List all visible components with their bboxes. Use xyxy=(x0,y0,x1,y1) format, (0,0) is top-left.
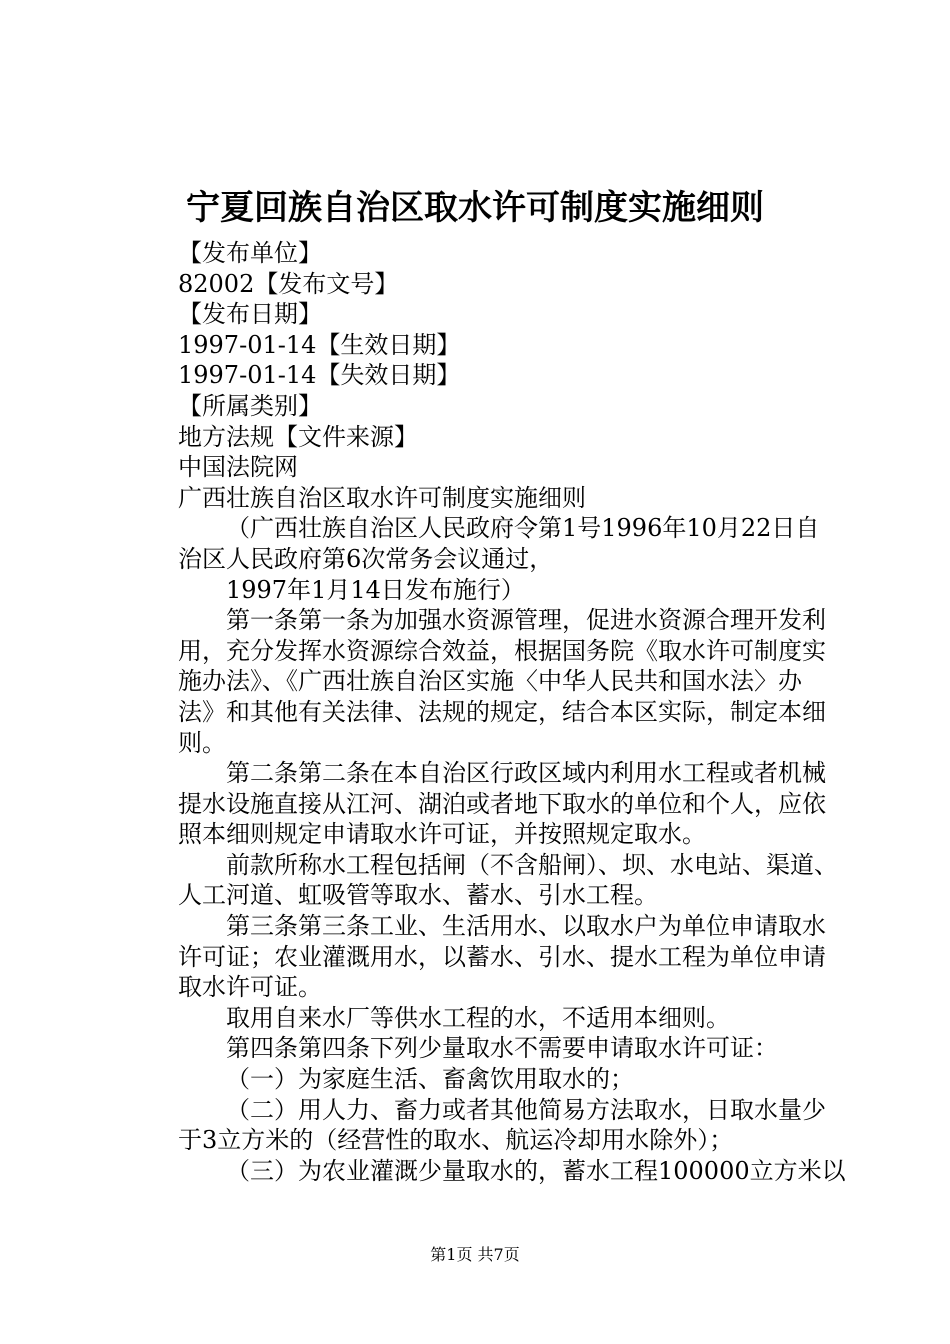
meta-line-publisher: 【发布单位】 xyxy=(178,239,322,267)
paragraph-article-1 xyxy=(130,605,830,758)
meta-line-doc-number: 82002【发布文号】 xyxy=(178,269,399,298)
page-footer: 第1页 共7页 xyxy=(430,1245,520,1264)
paragraph-issue-date xyxy=(130,575,830,606)
text-line: 前款所称水工程包括闸（不含船闸）、坝、水电站、渠道、 xyxy=(226,850,838,879)
text-line: 第二条第二条在本自治区行政区域内利用水工程或者机械 xyxy=(226,759,826,788)
paragraph-decree-info xyxy=(130,513,830,574)
document-body xyxy=(130,238,846,1186)
text-line: 1997年1月14日发布施行） xyxy=(226,575,525,604)
text-line: 则。 xyxy=(178,728,226,757)
body-text xyxy=(130,513,846,1186)
text-line: （二）用人力、畜力或者其他简易方法取水，日取水量少 xyxy=(226,1095,826,1124)
text-line: 取用自来水厂等供水工程的水，不适用本细则。 xyxy=(226,1003,730,1032)
text-line: 许可证；农业灌溉用水，以蓄水、引水、提水工程为单位申请 xyxy=(178,942,826,971)
text-line: 于3立方米的（经营性的取水、航运冷却用水除外）； xyxy=(178,1126,734,1155)
text-line: 用，充分发挥水资源综合效益，根据国务院《取水许可制度实 xyxy=(178,636,826,665)
text-line: 第一条第一条为加强水资源管理，促进水资源合理开发利 xyxy=(226,606,826,635)
paragraph-article-4 xyxy=(130,1033,830,1064)
text-line: （一）为家庭生活、畜禽饮用取水的； xyxy=(226,1065,634,1094)
text-line: 照本细则规定申请取水许可证，并按照规定取水。 xyxy=(178,820,706,849)
text-line: 第四条第四条下列少量取水不需要申请取水许可证： xyxy=(226,1034,778,1063)
meta-line-publish-date: 【发布日期】 xyxy=(178,300,322,329)
text-line: （三）为农业灌溉少量取水的，蓄水工程100000立方米以 xyxy=(226,1156,846,1185)
text-line: 施办法》、《广西壮族自治区实施〈中华人民共和国水法〉办 xyxy=(178,667,802,696)
text-line: 人工河道、虹吸管等取水、蓄水、引水工程。 xyxy=(178,881,658,910)
paragraph-article-4-item-2 xyxy=(130,1095,830,1156)
metadata-block xyxy=(130,238,830,513)
text-line: 第三条第三条工业、生活用水、以取水户为单位申请取水 xyxy=(226,912,826,941)
text-line: 法》和其他有关法律、法规的规定，结合本区实际，制定本细 xyxy=(178,697,826,726)
paragraph-article-2-note xyxy=(130,850,838,911)
document-title: 宁夏回族自治区取水许可制度实施细则 xyxy=(186,188,764,228)
meta-line-expiry-date: 1997-01-14【失效日期】 xyxy=(178,361,461,390)
text-line: 取水许可证。 xyxy=(178,973,322,1002)
paragraph-article-4-item-3 xyxy=(130,1156,846,1187)
meta-line-source-name: 中国法院网 xyxy=(178,453,298,482)
text-line: 治区人民政府第6次常务会议通过， xyxy=(178,544,554,573)
paragraph-article-3-note xyxy=(130,1003,830,1034)
meta-line-source: 地方法规【文件来源】 xyxy=(178,422,418,451)
text-line: （广西壮族自治区人民政府令第1号1996年10月22日自 xyxy=(226,514,820,543)
meta-line-effective-date: 1997-01-14【生效日期】 xyxy=(178,330,461,359)
paragraph-article-3 xyxy=(130,911,830,1003)
meta-line-doc-title: 广西壮族自治区取水许可制度实施细则 xyxy=(178,483,586,512)
paragraph-article-2 xyxy=(130,758,830,850)
meta-line-category: 【所属类别】 xyxy=(178,391,322,420)
text-line: 提水设施直接从江河、湖泊或者地下取水的单位和个人，应依 xyxy=(178,789,826,818)
paragraph-article-4-item-1 xyxy=(130,1064,830,1095)
